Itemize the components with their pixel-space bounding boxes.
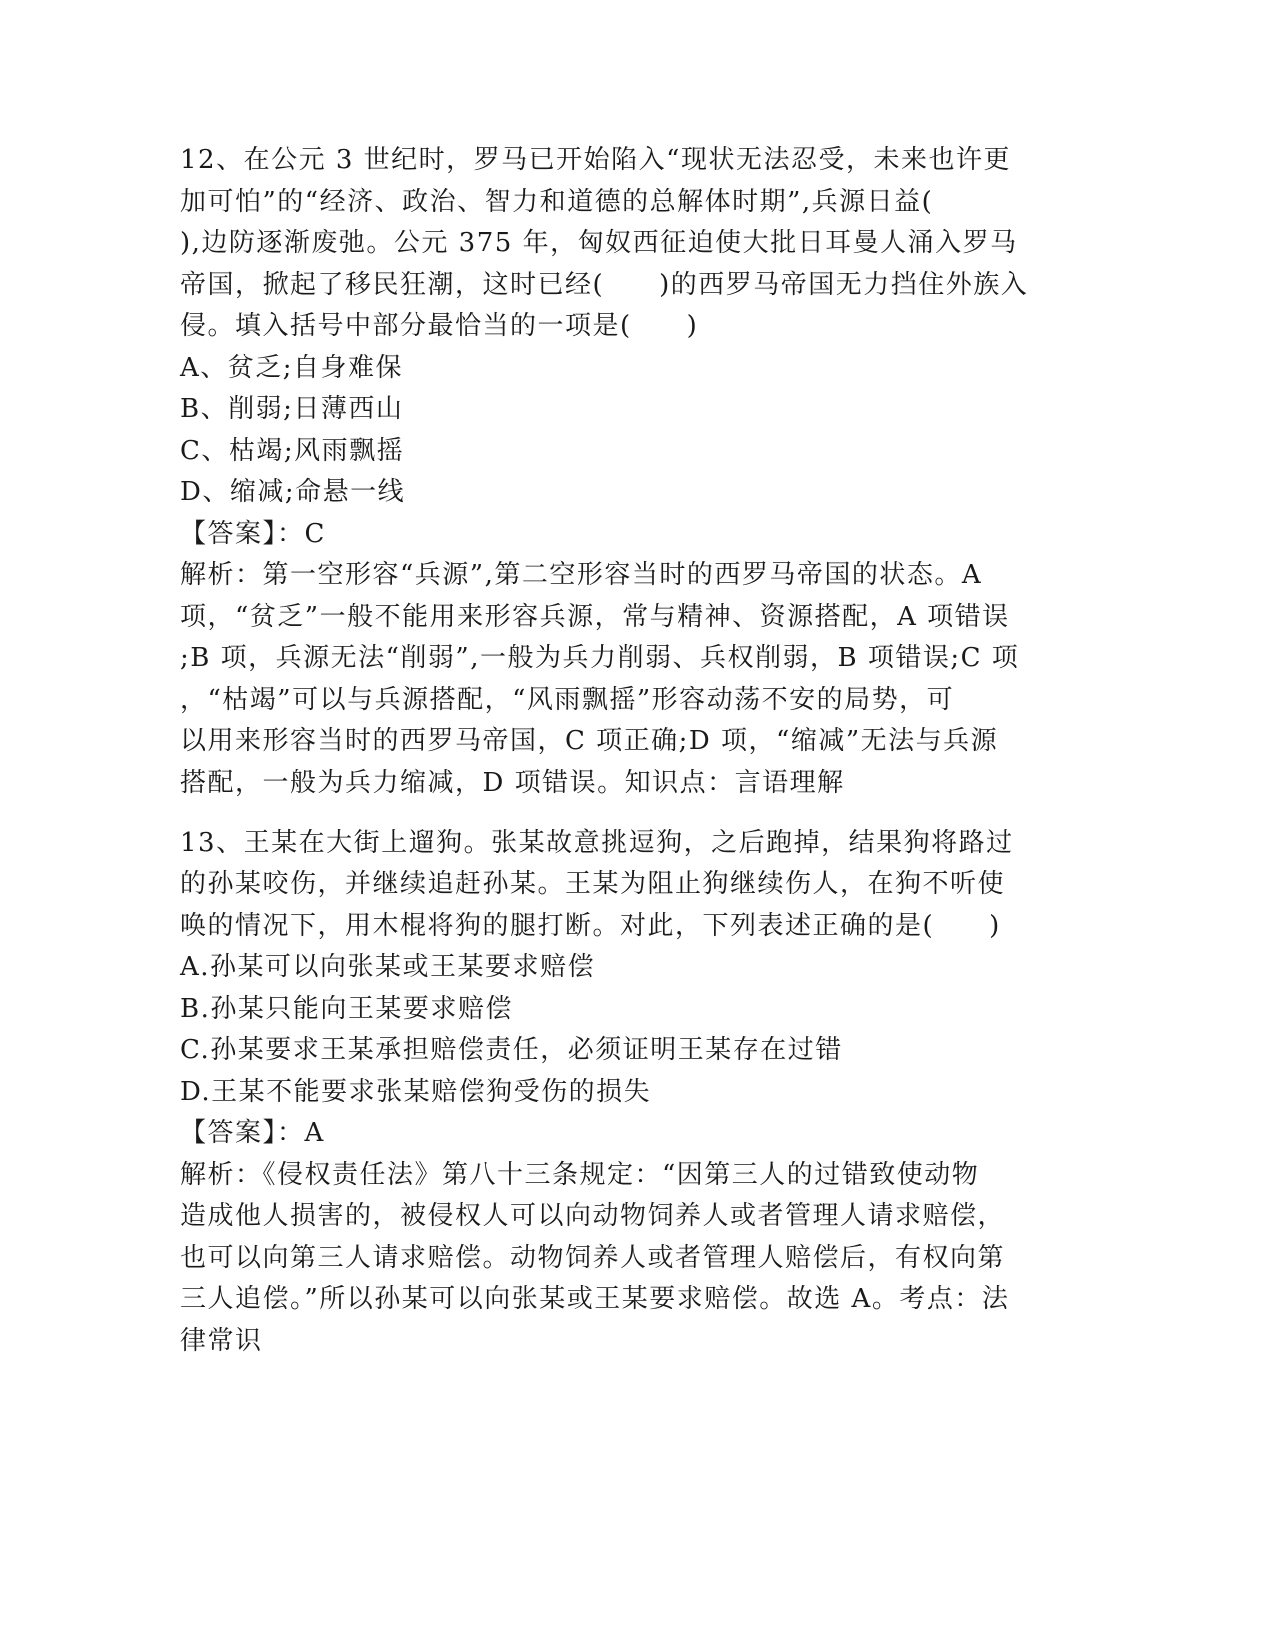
question-12-stem-line: ),边防逐渐废弛。公元 375 年，匈奴西征迫使大批日耳曼人涌入罗马 bbox=[180, 228, 1018, 258]
question-12-stem-line: 侵。填入括号中部分最恰当的一项是( ) bbox=[180, 311, 699, 341]
question-13-stem-line: 13、王某在大街上遛狗。张某故意挑逗狗，之后跑掉，结果狗将路过 bbox=[180, 828, 1014, 858]
question-12-option-a: A、贫乏;自身难保 bbox=[180, 353, 404, 383]
question-13-analysis-line: 律常识 bbox=[180, 1326, 263, 1356]
question-12-stem-line: 加可怕”的“经济、政治、智力和道德的总解体时期”,兵源日益( bbox=[180, 187, 934, 217]
question-12-analysis-line: ，“枯竭”可以与兵源搭配，“风雨飘摇”形容动荡不安的局势，可 bbox=[180, 685, 955, 715]
question-13-option-d: D.王某不能要求张某赔偿狗受伤的损失 bbox=[180, 1077, 652, 1107]
question-12-option-b: B、削弱;日薄西山 bbox=[180, 394, 404, 424]
question-12-stem-line: 12、在公元 3 世纪时，罗马已开始陷入“现状无法忍受，未来也许更 bbox=[180, 145, 1011, 175]
question-13-option-c: C.孙某要求王某承担赔偿责任，必须证明王某存在过错 bbox=[180, 1035, 843, 1065]
question-12-analysis-line: ;B 项，兵源无法“削弱”,一般为兵力削弱、兵权削弱，B 项错误;C 项 bbox=[180, 643, 1020, 673]
question-13-option-a: A.孙某可以向张某或王某要求赔偿 bbox=[180, 952, 596, 982]
question-13-analysis-line: 造成他人损害的，被侵权人可以向动物饲养人或者管理人请求赔偿， bbox=[180, 1201, 1006, 1231]
question-13-option-b: B.孙某只能向王某要求赔偿 bbox=[180, 994, 513, 1024]
question-13-stem-line: 的孙某咬伤，并继续追赶孙某。王某为阻止狗继续伤人，在狗不听使 bbox=[180, 869, 1006, 899]
question-13-analysis-line: 也可以向第三人请求赔偿。动物饲养人或者管理人赔偿后，有权向第 bbox=[180, 1243, 1006, 1273]
question-12-option-d: D、缩减;命悬一线 bbox=[180, 477, 406, 507]
question-13-answer: 【答案】：A bbox=[180, 1118, 325, 1148]
question-12-option-c: C、枯竭;风雨飘摇 bbox=[180, 436, 405, 466]
question-13-analysis-line: 三人追偿。”所以孙某可以向张某或王某要求赔偿。故选 A。考点：法 bbox=[180, 1284, 1010, 1314]
question-12-analysis-line: 搭配，一般为兵力缩减，D 项错误。知识点：言语理解 bbox=[180, 768, 845, 798]
question-12-stem-line: 帝国，掀起了移民狂潮，这时已经( )的西罗马帝国无力挡住外族入 bbox=[180, 270, 1029, 300]
question-13-analysis-line: 解析：《侵权责任法》第八十三条规定：“因第三人的过错致使动物 bbox=[180, 1160, 980, 1190]
question-13-stem-line: 唤的情况下，用木棍将狗的腿打断。对此，下列表述正确的是( ) bbox=[180, 911, 1001, 941]
question-12-analysis-line: 项，“贫乏”一般不能用来形容兵源，常与精神、资源搭配，A 项错误 bbox=[180, 602, 1010, 632]
question-12-analysis-line: 以用来形容当时的西罗马帝国，C 项正确;D 项，“缩减”无法与兵源 bbox=[180, 726, 999, 756]
question-12-answer: 【答案】：C bbox=[180, 519, 326, 549]
question-12-analysis-line: 解析：第一空形容“兵源”,第二空形容当时的西罗马帝国的状态。A bbox=[180, 560, 983, 590]
